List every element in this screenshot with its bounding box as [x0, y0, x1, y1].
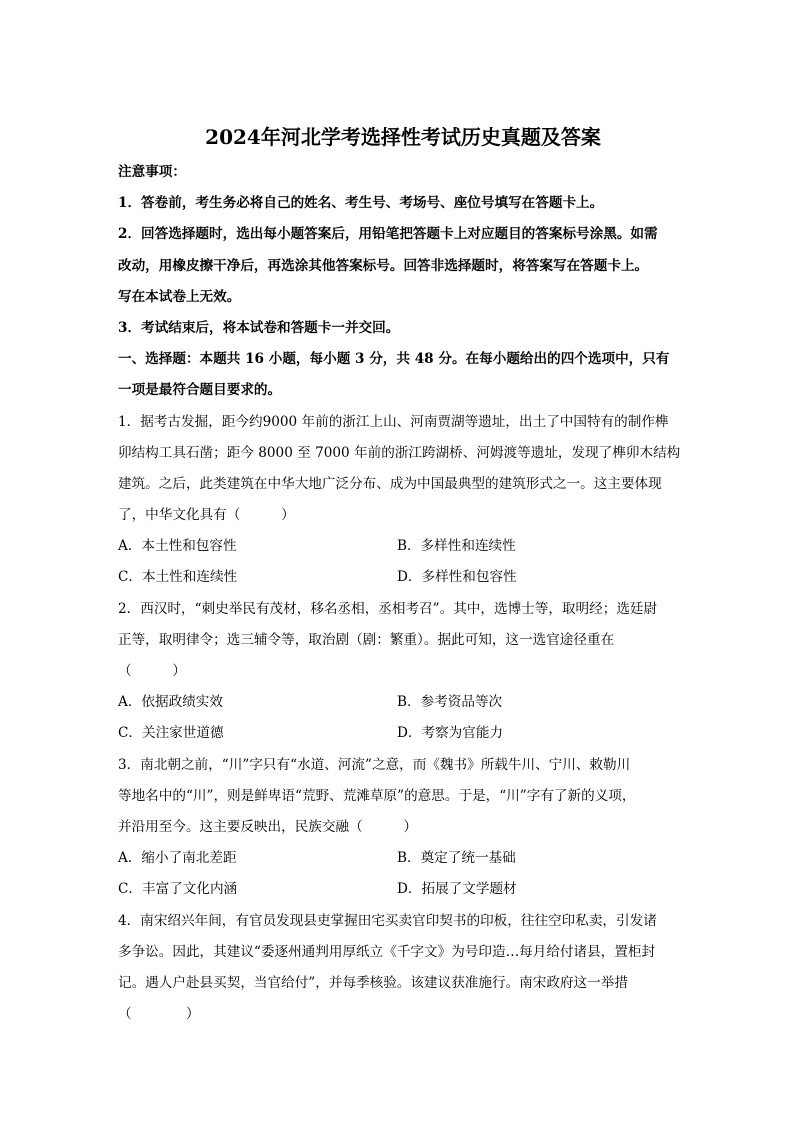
notice-heading: 注意事项： — [118, 164, 186, 180]
option-row — [118, 718, 688, 749]
question-stem: 建筑。之后，此类建筑在中华大地广泛分布、成为中国最典型的建筑形式之一。这主要体现 — [118, 475, 662, 492]
option-c: C．本土性和连续性 — [118, 569, 238, 586]
option-c: C．丰富了文化内涵 — [118, 881, 238, 898]
question-stem: 卯结构工具石凿；距今 8000 至 7000 年前的浙江跨湖桥、河姆渡等遗址，发现了榫卯木结构 — [118, 444, 681, 461]
option-b: B．多样性和连续性 — [397, 538, 516, 555]
question-stem: （ ） — [118, 1006, 200, 1023]
question-4 — [118, 906, 688, 1031]
document-body — [118, 157, 688, 1030]
question-stem: 2．西汉时，“刺史举民有茂材，移名丞相，丞相考召”。其中，选博士等，取明经；选廷尉 — [118, 600, 658, 617]
notice-line: 1．答卷前，考生务必将自己的姓名、考生号、考场号、座位号填写在答题卡上。 — [118, 195, 604, 212]
option-row — [118, 531, 688, 562]
notice-line: 改动，用橡皮擦干净后，再选涂其他答案标号。回答非选择题时，将答案写在答题卡上。 — [118, 257, 649, 274]
question-stem: 了，中华文化具有（ ） — [118, 507, 295, 524]
section-heading: 一项是最符合题目要求的。 — [118, 382, 282, 399]
option-row — [118, 874, 688, 905]
notice-line: 2．回答选择题时，选出每小题答案后，用铅笔把答题卡上对应题目的答案标号涂黑。如需 — [118, 226, 658, 243]
option-a: A．缩小了南北差距 — [118, 850, 237, 867]
option-row — [118, 843, 688, 874]
question-stem: （ ） — [118, 663, 186, 679]
option-b: B．参考资品等次 — [397, 694, 503, 711]
question-stem: 1．据考古发掘，距今约9000 年前的浙江上山、河南贾湖等遗址，出土了中国特有的制作榫 — [118, 413, 669, 430]
question-stem: 等地名中的“川”，则是鲜卑语“荒野、荒滩草原”的意思。于是，“川”字有了新的义项， — [118, 787, 636, 804]
question-stem: 多争讼。因此，其建议“委逐州通判用厚纸立《千字文》为号印造…每月给付诸县，置柜封 — [118, 943, 656, 960]
option-a: A．本土性和包容性 — [118, 538, 237, 555]
option-d: D．多样性和包容性 — [397, 569, 517, 586]
option-d: D．考察为官能力 — [397, 725, 504, 742]
question-stem: 并沿用至今。这主要反映出，民族交融（ ） — [118, 818, 418, 835]
question-2 — [118, 594, 688, 750]
notice-line: 写在本试卷上无效。 — [118, 288, 241, 305]
option-a: A．依据政绩实效 — [118, 694, 223, 711]
question-1 — [118, 407, 688, 594]
option-c: C．关注家世道德 — [118, 725, 224, 742]
notice-line: 3．考试结束后，将本试卷和答题卡一并交回。 — [118, 319, 400, 336]
option-d: D．拓展了文学题材 — [397, 881, 517, 898]
question-stem: 正等，取明律令；选三辅令等，取治剧（剧：繁重）。据此可知，这一选官途径重在 — [118, 631, 615, 648]
question-stem: 3．南北朝之前，“川”字只有“水道、河流”之意，而《魏书》所载牛川、宁川、敕勒川 — [118, 756, 631, 773]
page-title: 2024年河北学考选择性考试历史真题及答案 — [205, 125, 601, 149]
option-row — [118, 687, 688, 718]
option-b: B．奠定了统一基础 — [397, 850, 516, 867]
option-row — [118, 562, 688, 593]
question-stem: 4．南宋绍兴年间，有官员发现县吏掌握田宅买卖官印契书的印板，往往空印私卖，引发诸 — [118, 912, 657, 929]
section-heading: 一、选择题：本题共 16 小题，每小题 3 分，共 48 分。在每小题给出的四个选项中，只有 — [118, 351, 670, 368]
question-stem: 记。遇人户赴县买契，当官给付”，并每季核验。该建议获准施行。南宋政府这一举措 — [118, 974, 628, 991]
question-3 — [118, 750, 688, 906]
